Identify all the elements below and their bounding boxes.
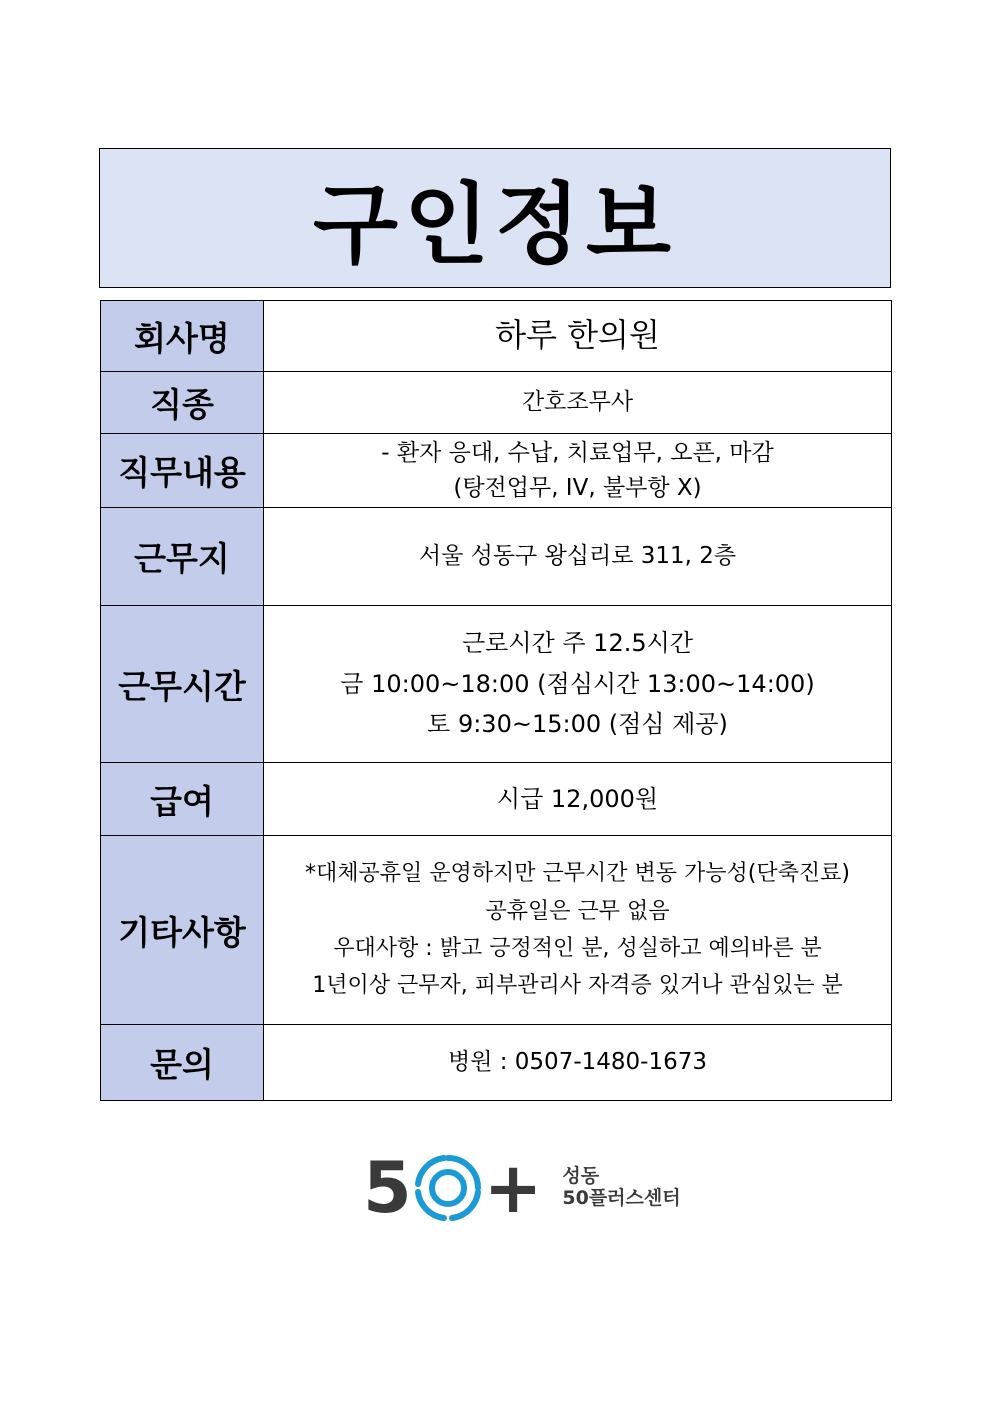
title-banner (99, 148, 891, 288)
notes-line-4: 1년이상 근무자, 피부관리사 자격증 있거나 관심있는 분 (312, 973, 843, 999)
value-job-type (264, 372, 892, 434)
label-contact: 문의 (101, 1025, 264, 1101)
row-company (101, 301, 892, 372)
label-location: 근무지 (101, 508, 264, 606)
row-salary (101, 763, 892, 836)
logo-ring-icon (414, 1154, 482, 1222)
value-hours (264, 606, 892, 763)
notes-line-2: 공휴일은 근무 없음 (485, 898, 670, 924)
value-contact (264, 1025, 892, 1101)
logo-org-name (562, 1166, 680, 1210)
company-name: 하루 한의원 (495, 316, 660, 355)
value-salary (264, 763, 892, 836)
label-hours: 근무시간 (101, 606, 264, 763)
label-notes: 기타사항 (101, 836, 264, 1025)
notes-line-3: 우대사항 : 밝고 긍정적인 분, 성실하고 예의바른 분 (333, 936, 822, 961)
hours-line-3: 토 9:30~15:00 (점심 제공) (427, 710, 728, 739)
hours-line-2: 금 10:00~18:00 (점심시간 13:00~14:00) (340, 669, 815, 698)
row-location (101, 508, 892, 606)
label-duties: 직무내용 (101, 434, 264, 508)
value-notes (264, 836, 892, 1025)
row-contact (101, 1025, 892, 1101)
duties-line-2: (탕전업무, IV, 불부항 X) (453, 474, 702, 501)
value-company (264, 301, 892, 372)
row-job-type (101, 372, 892, 434)
label-job-type: 직종 (101, 372, 264, 434)
duties-line-1: - 환자 응대, 수납, 치료업무, 오픈, 마감 (381, 440, 774, 466)
location-address: 서울 성동구 왕십리로 311, 2층 (418, 542, 737, 569)
row-duties (101, 434, 892, 508)
value-location (264, 508, 892, 606)
logo-org-line-1: 성동 (562, 1165, 600, 1188)
hours-line-1: 근로시간 주 12.5시간 (462, 628, 693, 657)
label-company: 회사명 (101, 301, 264, 372)
job-info-table (100, 300, 892, 1101)
page-title: 구인정보 (312, 173, 678, 276)
logo-plus: + (483, 1147, 543, 1229)
salary: 시급 12,000원 (496, 784, 659, 813)
row-notes (101, 836, 892, 1025)
center-logo (363, 1148, 693, 1228)
logo-org-line-2: 50플러스센터 (562, 1187, 681, 1209)
job-type: 간호조무사 (521, 388, 634, 415)
label-salary: 급여 (101, 763, 264, 836)
row-hours (101, 606, 892, 763)
logo-digit-five: 5 (363, 1147, 412, 1229)
contact-phone: 병원 : 0507-1480-1673 (447, 1048, 707, 1075)
value-duties (264, 434, 892, 508)
notes-line-1: *대체공휴일 운영하지만 근무시간 변동 가능성(단축진료) (305, 861, 850, 887)
